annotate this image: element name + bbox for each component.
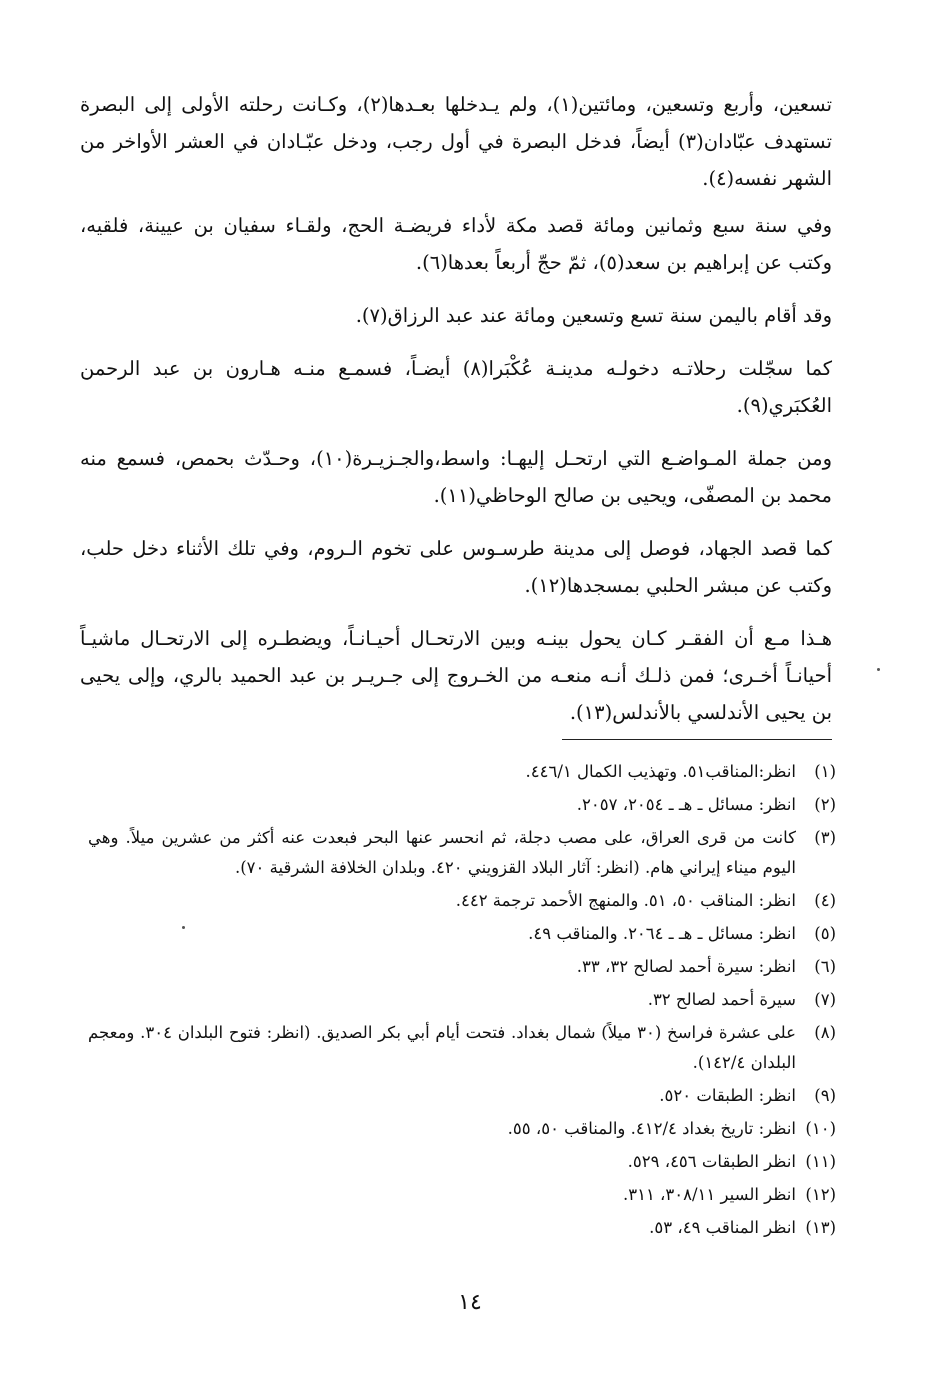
footnote-number: (٧)	[814, 990, 836, 1009]
footnote	[88, 790, 836, 820]
footnote-number: (١١)	[805, 1152, 836, 1171]
footnote	[88, 1081, 836, 1111]
main-text	[80, 86, 832, 747]
footnote	[88, 985, 836, 1015]
footnote-text: انظر الطبقات ٤٥٦، ٥٢٩.	[627, 1152, 796, 1171]
footnotes	[88, 757, 836, 1246]
footnote-text: انظر: تاريخ بغداد ٤١٢/٤. والمناقب ٥٠، ٥٥.	[507, 1119, 796, 1138]
footnote-number: (١٢)	[805, 1185, 836, 1204]
paragraph: وقد أقام باليمن سنة تسع وتسعين ومائة عند عبد الرزاق(٧).	[355, 304, 832, 327]
footnote	[88, 952, 836, 982]
paragraph: كما سجّلت رحلاتـه دخولـه مدينـة عُكْبَرا(٨) أيضـاً، فسمـع منـه هـارون بن عبد الرحمن العُكبَري(٩).	[80, 357, 833, 417]
footnote	[88, 919, 836, 949]
paragraph: تسعين، وأربع وتسعين، ومائتين(١)، ولم يـدخلها بعـدها(٢)، وكـانت رحلته الأولى إلى البصرة تستهدف عبّادان(٣) أيضاً، فدخل البصرة في أول رجب، ودخل عبّـادان في العشر الأواخر من الشهر نفسه(٤).	[80, 93, 832, 190]
footnote-number: (١)	[814, 762, 836, 781]
footnote-number: (٩)	[814, 1086, 836, 1105]
paragraph: كما قصد الجهاد، فوصل إلى مدينة طرسـوس على تخوم الـروم، وفي تلك الأثناء دخل حلب، وكتب عن مبشر الحلبي بمسجدها(١٢).	[80, 537, 832, 597]
footnote	[88, 1147, 836, 1177]
page-number: ١٤	[458, 1290, 482, 1315]
footnote-text: انظر: الطبقات ٥٢٠.	[659, 1086, 796, 1105]
footnote	[88, 757, 836, 787]
footnote-number: (٢)	[814, 795, 836, 814]
footnote-text: كانت من قرى العراق، على مصب دجلة، ثم انحسر عنها البحر فبعدت عنه أكثر من عشرين ميلاً. وهي اليوم ميناء إيراني هام. (انظر: آثار البلاد القزويني ٤٢٠. وبلدان الخلافة الشرقية ٧٠).	[88, 828, 796, 877]
footnote-text: انظر: مسائل ـ هـ ـ ٢٠٥٤، ٢٠٥٧.	[576, 795, 796, 814]
footnote	[88, 1018, 836, 1078]
footnote	[88, 823, 836, 883]
footnote-text: انظر:المناقب٥١. وتهذيب الكمال ٤٤٦/١.	[525, 762, 796, 781]
footnote-separator	[562, 739, 832, 740]
footnote-number: (١٣)	[805, 1218, 836, 1237]
footnote	[88, 886, 836, 916]
footnote-number: (٤)	[814, 891, 836, 910]
scan-speck	[877, 668, 880, 671]
scan-speck	[182, 926, 185, 929]
footnote-number: (٦)	[814, 957, 836, 976]
footnote-number: (٥)	[814, 924, 836, 943]
footnote	[88, 1180, 836, 1210]
footnote-number: (١٠)	[805, 1119, 836, 1138]
footnote-text: انظر المناقب ٤٩، ٥٣.	[649, 1218, 796, 1237]
footnote-text: انظر: مسائل ـ هـ ـ ٢٠٦٤. والمناقب ٤٩.	[528, 924, 796, 943]
paragraph: ومن جملة المـواضـع التي ارتحـل إليهـا: واسط،والجـزيـرة(١٠)، وحـدّث بحمص، فسمع منه محمد بن المصفّى، ويحيى بن صالح الوحاظي(١١).	[80, 447, 832, 507]
footnote-number: (٣)	[814, 828, 836, 847]
footnote-text: سيرة أحمد لصالح ٣٢.	[647, 990, 796, 1009]
paragraph: هـذا مـع أن الفقـر كـان يحول بينـه وبين الارتحـال أحيـانـاً، ويضطـره إلى الارتحـال ماشيـاً أحيانـاً أخـرى؛ فمن ذلـك أنـه منعـه من الخـروج إلى جـريـر بن عبد الحميد بالري، وإلى يحيى بن يحيى الأندلسي بالأندلس(١٣).	[80, 627, 832, 724]
footnote-text: انظر: سيرة أحمد لصالح ٣٢، ٣٣.	[576, 957, 796, 976]
footnote-text: انظر: المناقب ٥٠، ٥١. والمنهج الأحمد ترجمة ٤٤٢.	[455, 891, 796, 910]
footnote-text: على عشرة فراسخ (٣٠ ميلاً) شمال بغداد. فتحت أيام أبي بكر الصديق. (انظر: فتوح البلدان ٣٠٤. ومعجم البلدان ١٤٢/٤).	[88, 1023, 796, 1072]
footnote-text: انظر السير ٣٠٨/١١، ٣١١.	[622, 1185, 796, 1204]
footnote	[88, 1213, 836, 1243]
footnote	[88, 1114, 836, 1144]
paragraph: وفي سنة سبع وثمانين ومائة قصد مكة لأداء فريضـة الحج، ولقـاء سفيان بن عيينة، فلقيه، وكتب عن إبراهيم بن سعد(٥)، ثمّ حجّ أربعاً بعدها(٦).	[80, 214, 832, 274]
footnote-number: (٨)	[814, 1023, 836, 1042]
